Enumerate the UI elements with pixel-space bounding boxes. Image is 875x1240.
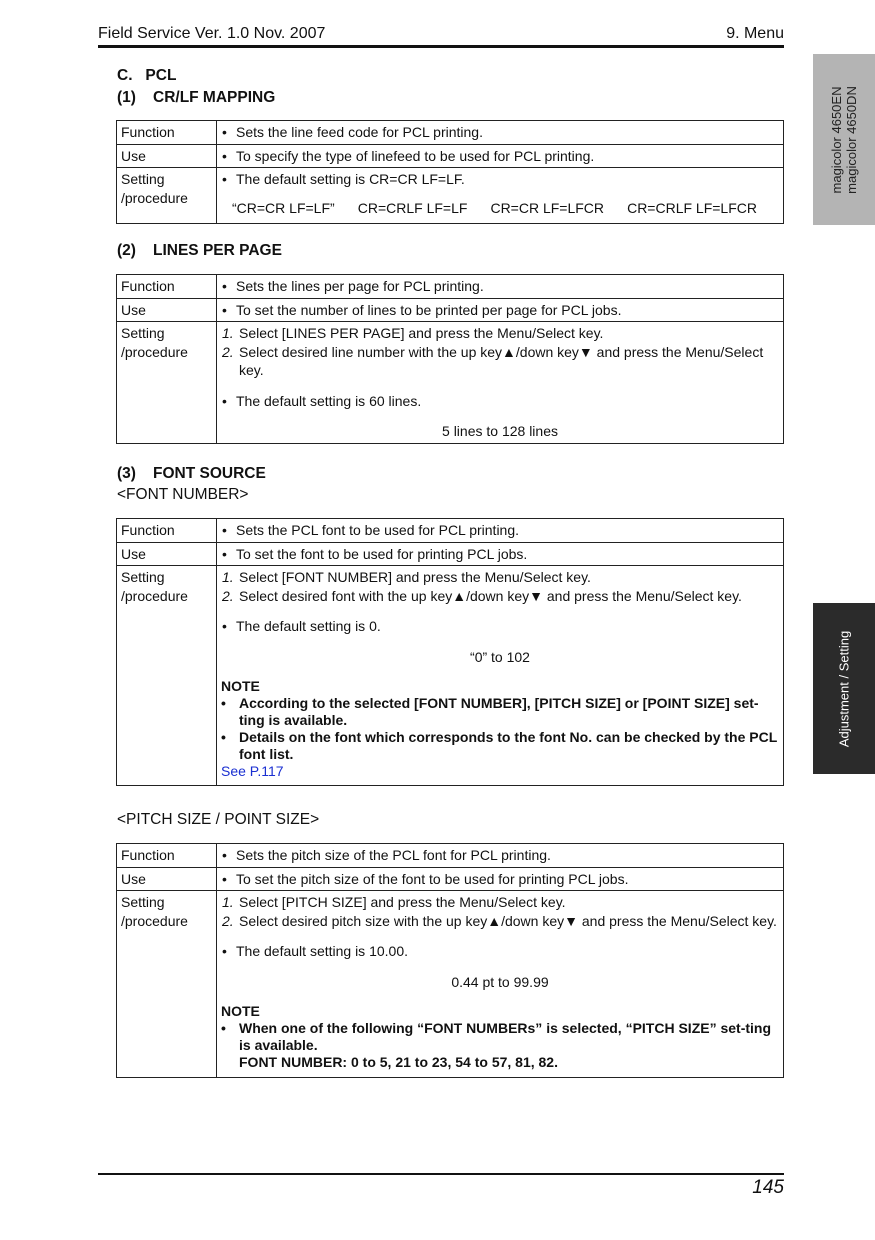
note-item: • When one of the following “FONT NUMBERs” is selected, “PITCH SIZE” set-ting is available.	[221, 1020, 779, 1054]
section-title	[117, 67, 176, 85]
step-text: Select desired font with the up key▲/down key▼ and press the Menu/Select key.	[239, 587, 742, 604]
table-row	[117, 298, 784, 322]
row-label-setting	[117, 891, 217, 1078]
procedure-step	[221, 893, 779, 912]
subsection-title: LINES PER PAGE	[153, 242, 282, 259]
spacer	[221, 380, 779, 392]
label-line: Setting	[121, 325, 165, 341]
row-value-setting	[217, 322, 784, 444]
font-number-table	[116, 518, 784, 786]
setting-range: 5 lines to 128 lines	[442, 423, 558, 439]
side-tab-model-line1: magicolor 4650EN	[829, 86, 844, 193]
side-tab-section-label: Adjustment / Setting	[836, 630, 852, 747]
step-text: Select [PITCH SIZE] and press the Menu/Select key.	[239, 894, 566, 910]
step-number: 2.	[222, 343, 234, 360]
table-row	[117, 542, 784, 566]
table-row	[117, 891, 784, 1078]
step-number: 2.	[222, 587, 234, 604]
subsection-heading-crlf	[117, 89, 275, 107]
subsection-number: (1)	[117, 89, 136, 106]
note-item-continuation	[221, 1054, 779, 1071]
step-text: Select desired pitch size with the up key▲/down key▼ and press the Menu/Select key.	[239, 912, 777, 929]
label-line: /procedure	[121, 587, 188, 604]
footer-rule	[98, 1173, 784, 1175]
row-value-setting	[217, 168, 784, 224]
option-value: CR=CRLF LF=LFCR	[627, 199, 757, 216]
table-row	[117, 121, 784, 145]
note-item: • According to the selected [FONT NUMBER], [PITCH SIZE] or [POINT SIZE] set-ting is available.	[221, 695, 779, 729]
row-value-setting	[217, 891, 784, 1078]
subsection-heading-lines	[117, 242, 282, 260]
side-tab-section	[813, 603, 875, 774]
section-title-text: C. PCL	[117, 67, 177, 84]
default-setting-text: • The default setting is 0.	[221, 617, 779, 636]
label-line: /procedure	[121, 912, 188, 929]
step-number: 2.	[222, 912, 234, 929]
use-text: • To set the font to be used for printing PCL jobs.	[221, 545, 779, 564]
function-text: • Sets the PCL font to be used for PCL printing.	[221, 521, 779, 540]
see-page-link[interactable]: See P.117	[221, 763, 284, 779]
procedure-step	[221, 912, 779, 931]
setting-range: “0” to 102	[470, 648, 530, 665]
table-row	[117, 867, 784, 891]
use-text: • To set the number of lines to be printed per page for PCL jobs.	[221, 301, 779, 320]
pitch-size-subheading: <PITCH SIZE / POINT SIZE>	[117, 811, 320, 828]
use-text: • To specify the type of linefeed to be used for PCL printing.	[221, 147, 779, 166]
label-line: /procedure	[121, 343, 188, 360]
row-value-function	[217, 844, 784, 868]
default-setting-text: • The default setting is 10.00.	[221, 942, 779, 961]
step-number: 1.	[222, 894, 234, 910]
subsection-number: (2)	[117, 242, 136, 259]
row-value-use	[217, 144, 784, 168]
label-line: Setting	[121, 171, 165, 187]
header-chapter: 9. Menu	[726, 25, 784, 42]
row-value-function	[217, 121, 784, 145]
label-line: Setting	[121, 569, 165, 585]
pitch-size-table	[116, 843, 784, 1078]
row-label-setting	[117, 322, 217, 444]
row-value-use	[217, 542, 784, 566]
row-value-function	[217, 519, 784, 543]
procedure-step	[221, 343, 779, 380]
subsection-number: (3)	[117, 465, 136, 482]
row-value-use	[217, 867, 784, 891]
row-label-use: Use	[117, 542, 217, 566]
function-text: • Sets the pitch size of the PCL font for PCL printing.	[221, 846, 779, 865]
step-number: 1.	[222, 569, 234, 585]
procedure-step	[221, 324, 779, 343]
table-row	[117, 844, 784, 868]
subsection-heading-font-source	[117, 465, 266, 483]
header-manual-version: Field Service Ver. 1.0 Nov. 2007	[98, 25, 326, 42]
crlf-table	[116, 120, 784, 224]
option-value: CR=CRLF LF=LF	[357, 199, 468, 216]
option-value: “CR=CR LF=LF”	[232, 199, 335, 216]
function-text: • Sets the line feed code for PCL printing.	[221, 123, 779, 142]
page-number: 145	[752, 1177, 784, 1198]
note-heading: NOTE	[221, 678, 260, 694]
note-heading: NOTE	[221, 1003, 260, 1019]
table-row	[117, 322, 784, 444]
step-text: Select [LINES PER PAGE] and press the Menu/Select key.	[239, 325, 604, 341]
subsection-title: CR/LF MAPPING	[153, 89, 276, 106]
table-row	[117, 144, 784, 168]
page-header	[98, 24, 784, 48]
label-line: Setting	[121, 894, 165, 910]
row-label-setting	[117, 168, 217, 224]
row-label-function: Function	[117, 519, 217, 543]
side-tab-model	[813, 54, 875, 225]
table-row	[117, 275, 784, 299]
row-label-function: Function	[117, 275, 217, 299]
use-text: • To set the pitch size of the font to be used for printing PCL jobs.	[221, 870, 779, 889]
row-label-use: Use	[117, 298, 217, 322]
subsection-title: FONT SOURCE	[153, 465, 266, 482]
table-row	[117, 519, 784, 543]
row-label-function: Function	[117, 121, 217, 145]
step-number: 1.	[222, 325, 234, 341]
step-text: Select [FONT NUMBER] and press the Menu/Select key.	[239, 569, 591, 585]
label-line: /procedure	[121, 189, 188, 206]
row-value-use	[217, 298, 784, 322]
crlf-options	[221, 199, 779, 218]
row-label-setting	[117, 566, 217, 786]
row-value-function	[217, 275, 784, 299]
table-row	[117, 168, 784, 224]
function-text: • Sets the lines per page for PCL printing.	[221, 277, 779, 296]
procedure-step	[221, 587, 779, 606]
step-text: Select desired line number with the up key▲/down key▼ and press the Menu/Select key.	[239, 343, 764, 378]
default-setting-text: • The default setting is CR=CR LF=LF.	[221, 170, 779, 189]
font-number-subheading: <FONT NUMBER>	[117, 486, 249, 503]
row-label-function: Function	[117, 844, 217, 868]
table-row	[117, 566, 784, 786]
row-label-use: Use	[117, 867, 217, 891]
spacer	[221, 605, 779, 617]
row-value-setting	[217, 566, 784, 786]
setting-range: 0.44 pt to 99.99	[451, 973, 549, 990]
side-tab-model-line2: magicolor 4650DN	[844, 85, 859, 194]
row-label-use: Use	[117, 144, 217, 168]
lines-per-page-table	[116, 274, 784, 444]
default-setting-text: • The default setting is 60 lines.	[221, 392, 779, 411]
spacer	[221, 930, 779, 942]
font-number-list: FONT NUMBER: 0 to 5, 21 to 23, 54 to 57, 81, 82.	[239, 1054, 558, 1070]
procedure-step	[221, 568, 779, 587]
note-item: • Details on the font which corresponds to the font No. can be checked by the PCL font list.	[221, 729, 779, 763]
option-value: CR=CR LF=LFCR	[490, 199, 605, 216]
